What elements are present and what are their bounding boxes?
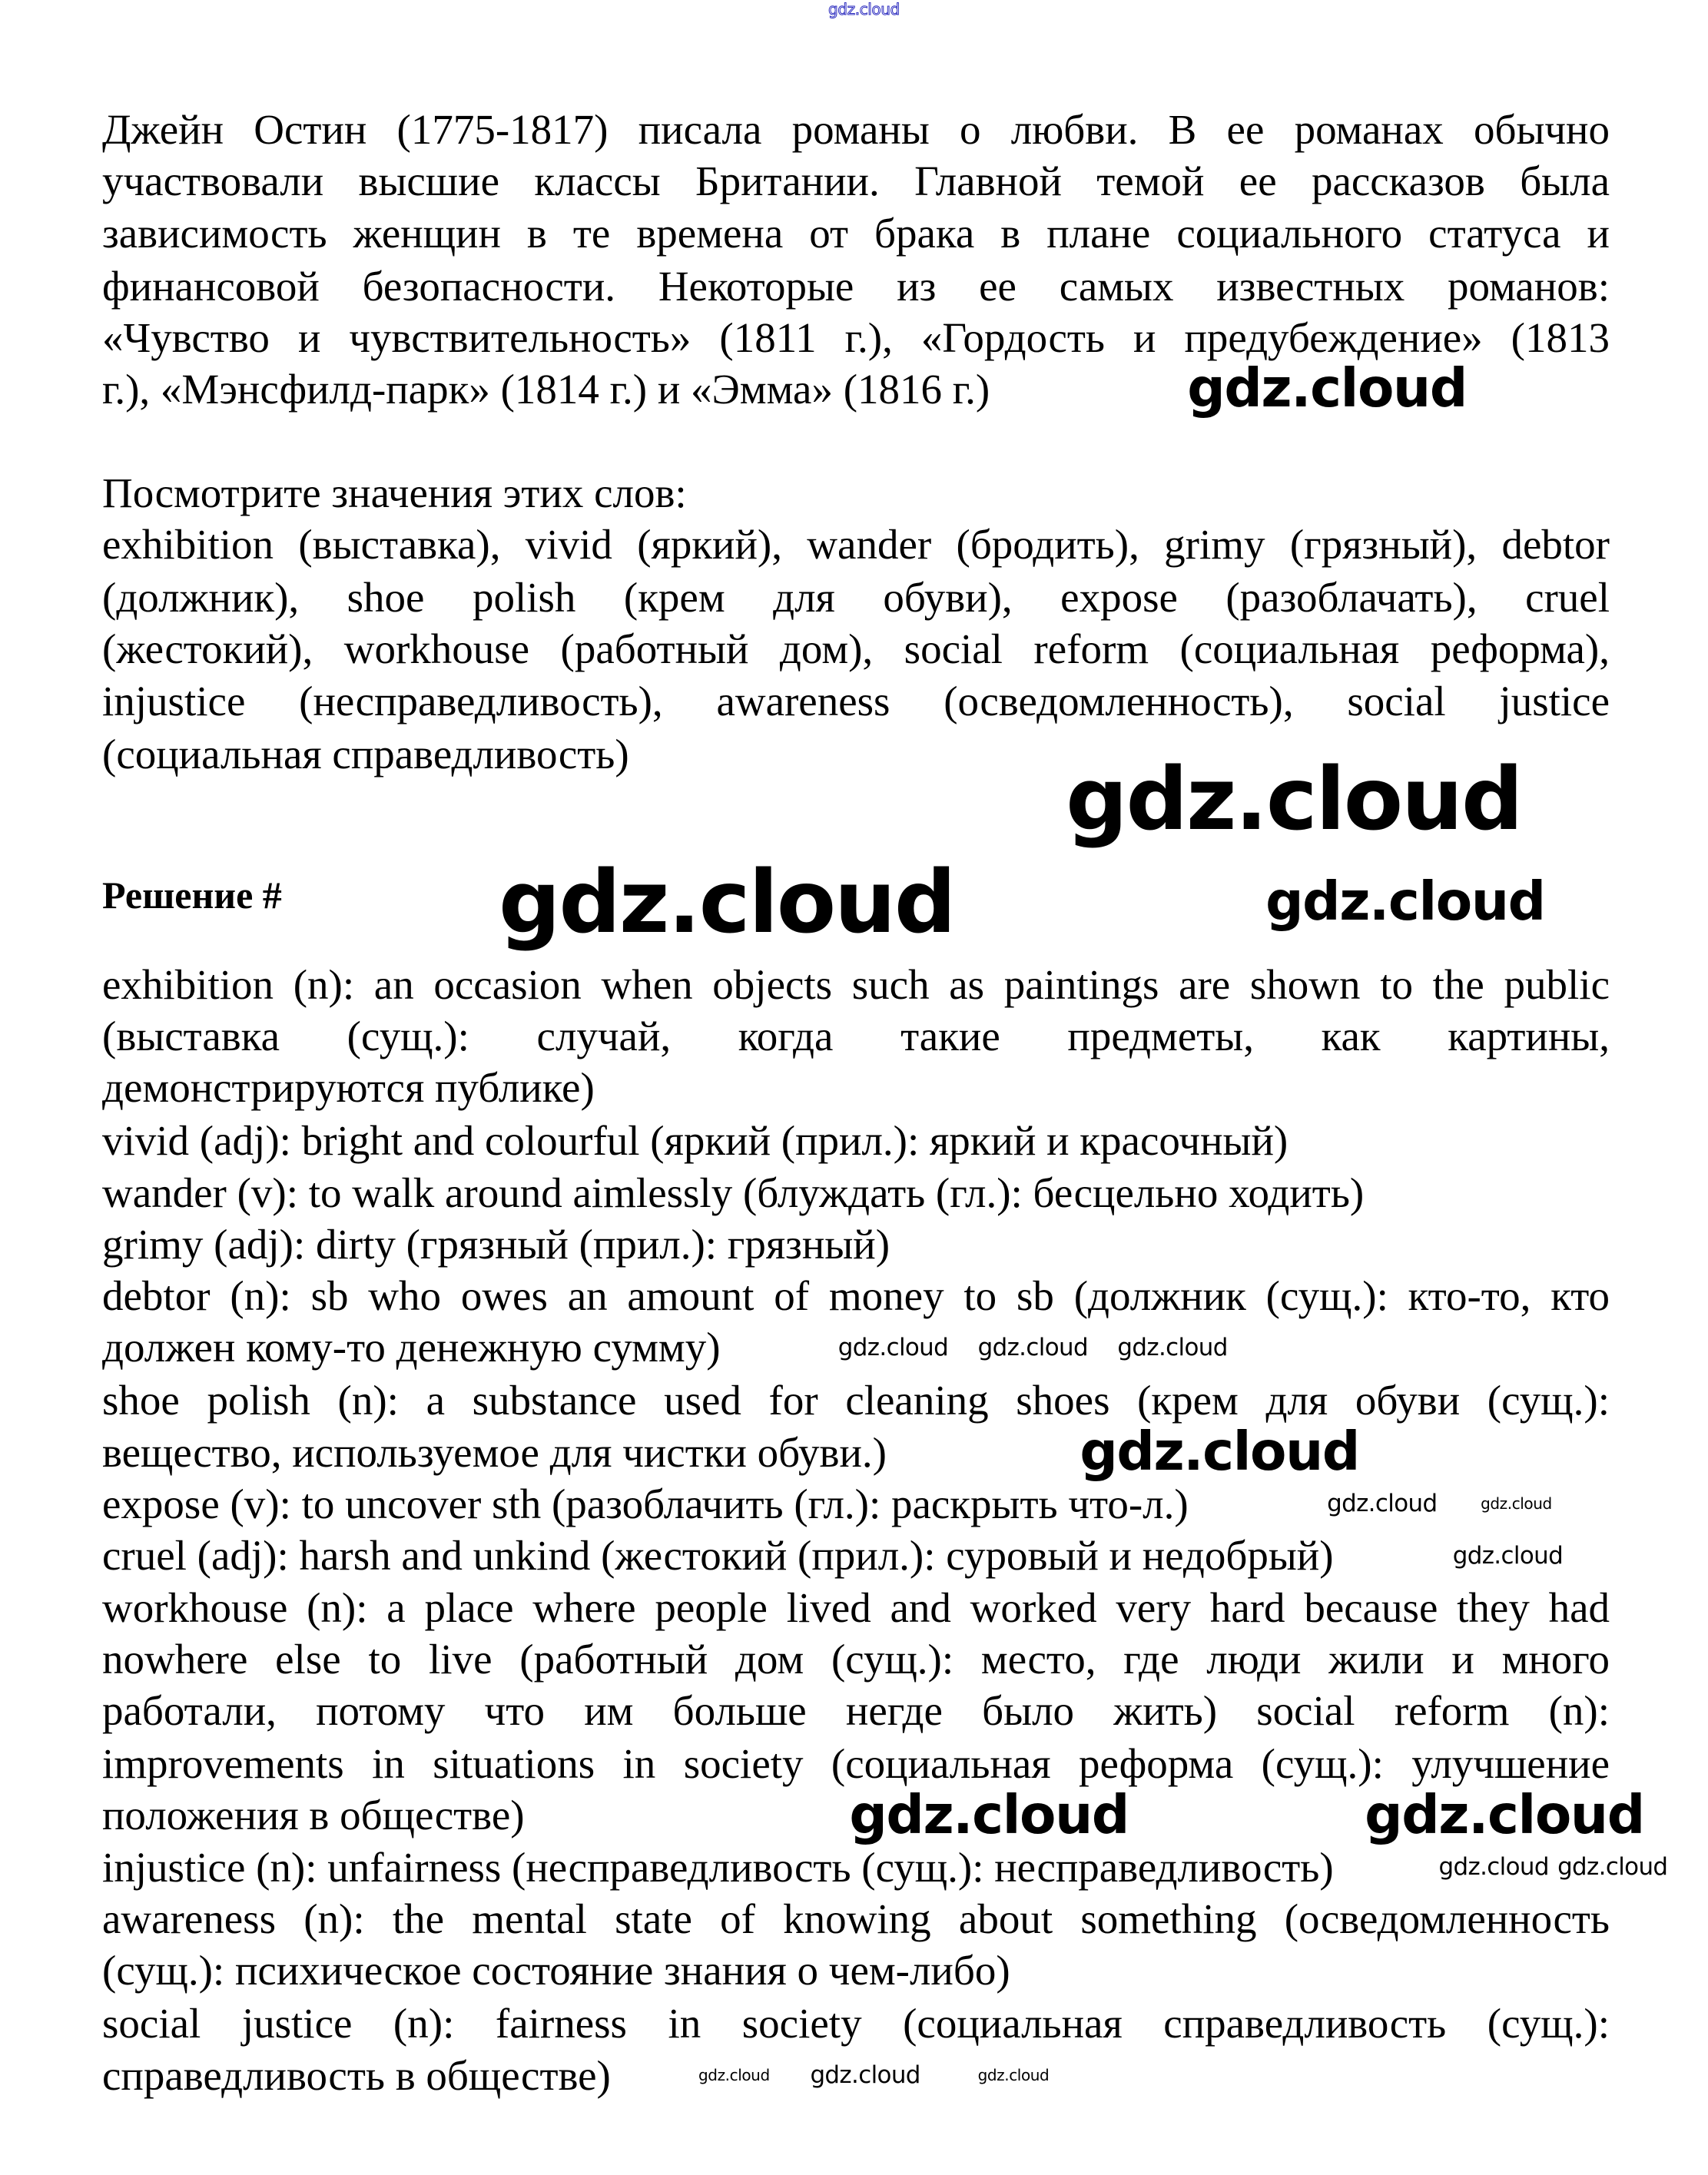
solution-line: expose (v): to uncover sth (разоблачить (гл.): раскрыть что-л.) (102, 1480, 1189, 1527)
solution-line: exhibition (n): an occasion when objects such as paintings are shown to the public (102, 960, 1610, 1008)
gdz-watermark: gdz.cloud (1557, 1852, 1668, 1881)
solution-line: injustice (n): unfairness (несправедливость (сущ.): несправедливость) (102, 1843, 1334, 1891)
gdz-watermark: gdz.cloud (1066, 748, 1522, 850)
gdz-watermark: gdz.cloud (1452, 1541, 1564, 1570)
vocab-line: (социальная справедливость) (102, 730, 629, 777)
gdz-watermark: gdz.cloud (1265, 870, 1545, 933)
solution-line: workhouse (n): a place where people lived and worked very hard because they had (102, 1583, 1610, 1631)
vocab-line: (должник), shoe polish (крем для обуви), expose (разоблачать), cruel (102, 574, 1610, 622)
solution-line: social justice (n): fairness in society (социальная справедливость (сущ.): (102, 2000, 1610, 2047)
solution-line: nowhere else to live (работный дом (сущ.): место, где люди жили и много (102, 1635, 1610, 1683)
gdz-watermark: gdz.cloud (837, 1333, 949, 1361)
solution-line: vivid (adj): bright and colourful (яркий (прил.): яркий и красочный) (102, 1117, 1288, 1165)
solution-line: должен кому-то денежную сумму) (102, 1324, 721, 1371)
solution-line: grimy (adj): dirty (грязный (прил.): грязный) (102, 1220, 890, 1268)
gdz-watermark: gdz.cloud (1481, 1494, 1552, 1514)
solution-line: справедливость в обществе) (102, 2051, 611, 2099)
header-watermark: gdz.cloud (828, 0, 900, 18)
intro-line: участвовали высшие классы Британии. Главной темой ее рассказов была (102, 157, 1610, 205)
solution-line: (выставка (сущ.): случай, когда такие предметы, как картины, (102, 1012, 1610, 1059)
solution-line: работали, потому что им больше негде было жить) social reform (n): (102, 1687, 1610, 1735)
intro-line: Джейн Остин (1775-1817) писала романы о любви. В ее романах обычно (102, 106, 1610, 154)
gdz-watermark: gdz.cloud (1365, 1784, 1644, 1846)
gdz-watermark: gdz.cloud (1187, 358, 1467, 420)
solution-line: debtor (n): sb who owes an amount of money to sb (должник (сущ.): кто-то, кто (102, 1272, 1610, 1320)
intro-line: «Чувство и чувствительность» (1811 г.), «Гордость и предубеждение» (1813 (102, 313, 1610, 361)
gdz-watermark: gdz.cloud (849, 1784, 1129, 1846)
intro-line: зависимость женщин в те времена от брака в плане социального статуса и (102, 209, 1610, 257)
intro-line: финансовой безопасности. Некоторые из ее самых известных романов: (102, 262, 1610, 310)
solution-line: вещество, используемое для чистки обуви.) (102, 1428, 887, 1476)
vocab-line: exhibition (выставка), vivid (яркий), wander (бродить), grimy (грязный), debtor (102, 521, 1610, 569)
solution-line: shoe polish (n): a substance used for cleaning shoes (крем для обуви (сущ.): (102, 1377, 1610, 1424)
gdz-watermark: gdz.cloud (810, 2061, 920, 2089)
vocab-line: injustice (несправедливость), awareness (осведомленность), social justice (102, 677, 1610, 724)
intro-line: г.), «Мэнсфилд-парк» (1814 г.) и «Эмма» (1816 г.) (102, 366, 990, 413)
gdz-watermark: gdz.cloud (1327, 1490, 1438, 1518)
vocab-heading: Посмотрите значения этих слов: (102, 469, 687, 516)
solution-line: awareness (n): the mental state of knowing about something (осведомленность (102, 1895, 1610, 1942)
gdz-watermark: gdz.cloud (977, 1333, 1088, 1361)
solution-line: wander (v): to walk around aimlessly (блуждать (гл.): бесцельно ходить) (102, 1169, 1365, 1216)
solution-line: положения в обществе) (102, 1792, 525, 1839)
solution-heading: Решение # (102, 874, 282, 917)
solution-line: cruel (adj): harsh and unkind (жестокий (прил.): суровый и недобрый) (102, 1532, 1334, 1580)
gdz-watermark: gdz.cloud (1117, 1333, 1228, 1361)
vocab-line: (жестокий), workhouse (работный дом), social reform (социальная реформа), (102, 625, 1610, 673)
gdz-watermark: gdz.cloud (977, 2066, 1050, 2085)
solution-line: (сущ.): психическое состояние знания о чем-либо) (102, 1947, 1010, 1994)
gdz-watermark: gdz.cloud (698, 2066, 770, 2085)
gdz-watermark: gdz.cloud (499, 851, 955, 953)
solution-line: демонстрируются публике) (102, 1064, 595, 1112)
gdz-watermark: gdz.cloud (1438, 1852, 1549, 1881)
gdz-watermark: gdz.cloud (1080, 1421, 1359, 1483)
solution-line: improvements in situations in society (социальная реформа (сущ.): улучшение (102, 1740, 1610, 1788)
